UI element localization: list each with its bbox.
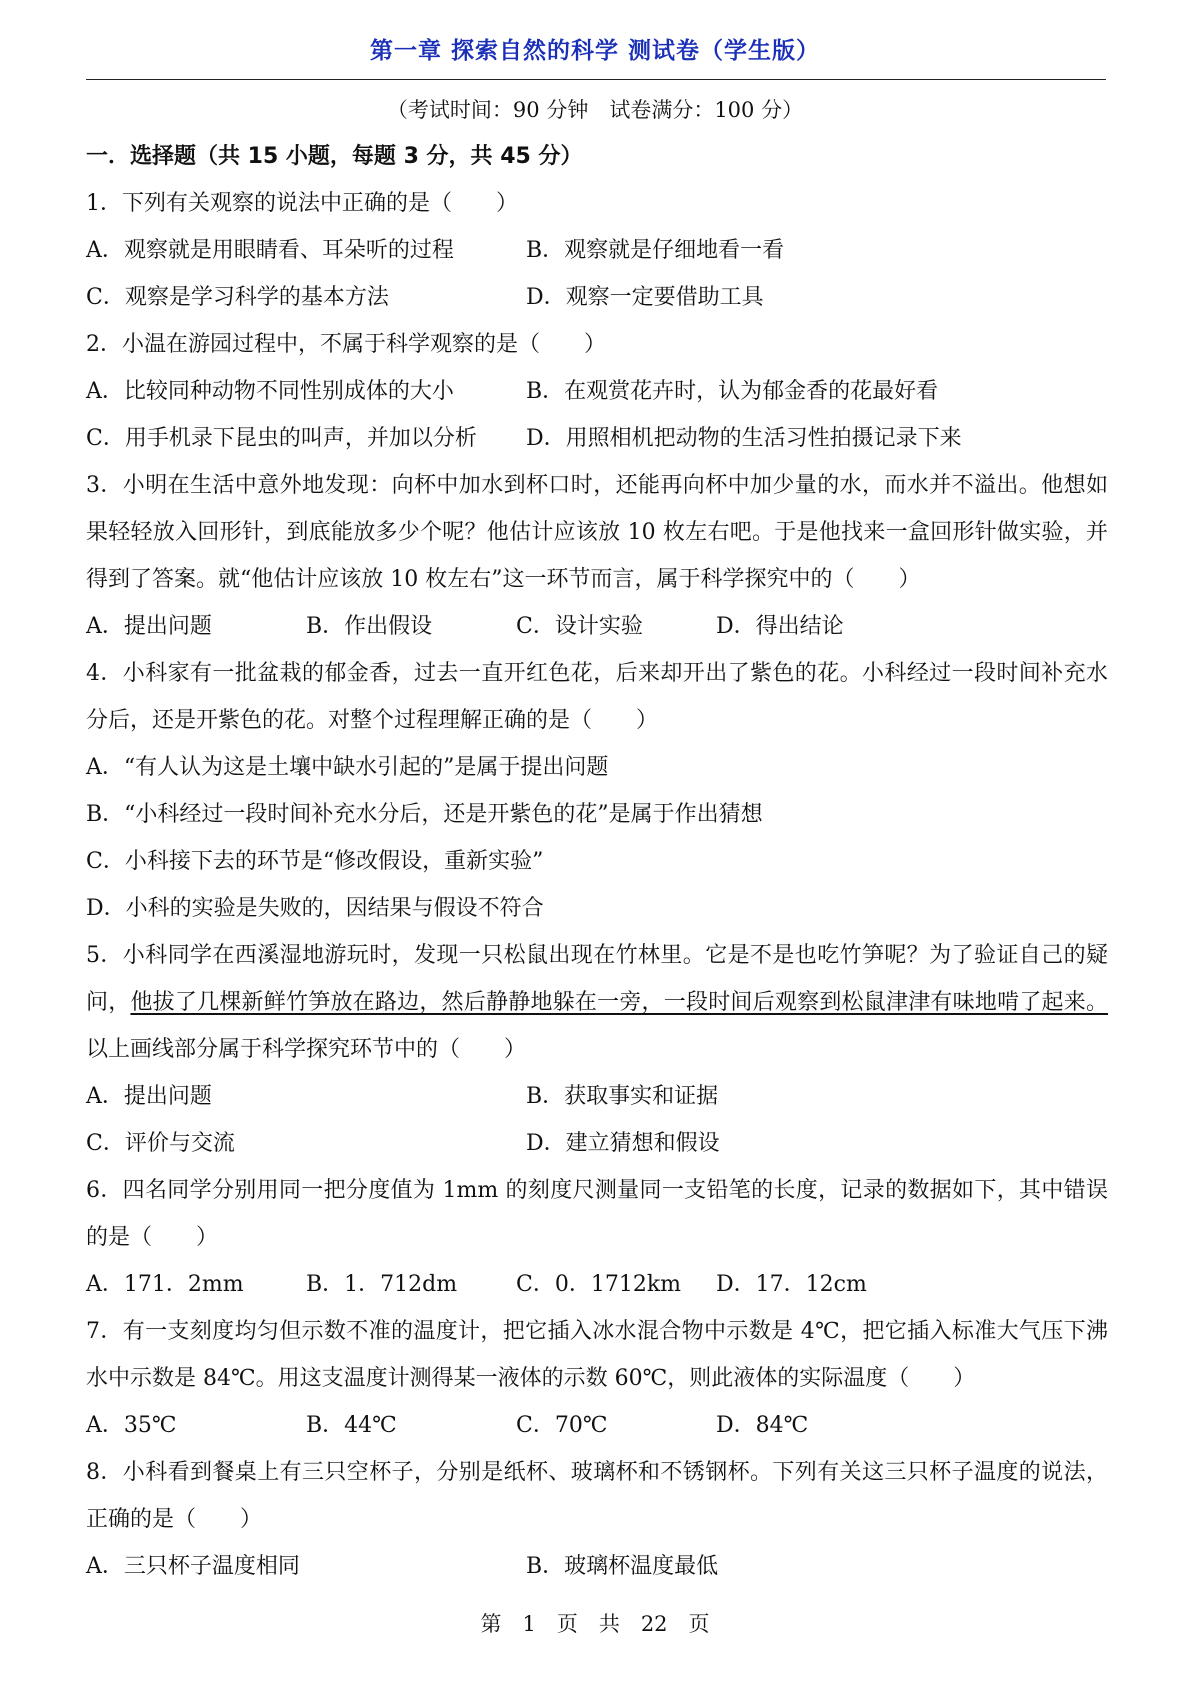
question-content — [86, 133, 1108, 1590]
question-1-stem: 1．下列有关观察的说法中正确的是（ ） — [86, 191, 518, 216]
question-7-option-b[interactable]: B．44℃ — [306, 1413, 397, 1438]
question-5-option-c[interactable]: C．评价与交流 — [86, 1131, 235, 1156]
question-3-stem: 3．小明在生活中意外地发现：向杯中加水到杯口时，还能再向杯中加少量的水，而水并不溢出。他想如果轻轻放入回形针，到底能放多少个呢？他估计应该放 10 枚左右吧。于是他找来一盒回形针做实验，并得到了答案。就“他估计应该放 10 枚左右”这一环节而言，属于科学探究中的（ ） — [86, 473, 1108, 592]
question-3-option-b[interactable]: B．作出假设 — [306, 614, 433, 639]
question-7-stem: 7．有一支刻度均匀但示数不准的温度计，把它插入冰水混合物中示数是 4℃，把它插入标准大气压下沸水中示数是 84℃。用这支温度计测得某一液体的示数 60℃，则此液体的实际温度（ ） — [86, 1319, 1108, 1391]
question-6-option-c[interactable]: C．0．1712km — [516, 1272, 682, 1297]
question-5-option-b[interactable]: B．获取事实和证据 — [526, 1084, 719, 1109]
question-4-option-a[interactable]: A．“有人认为这是土壤中缺水引起的”是属于提出问题 — [86, 755, 609, 780]
question-8-option-b[interactable]: B．玻璃杯温度最低 — [526, 1554, 719, 1579]
question-5-options — [86, 1073, 1108, 1120]
question-3-option-d[interactable]: D．得出结论 — [716, 614, 844, 639]
question-6-options — [86, 1261, 1108, 1308]
question-4-option-d[interactable]: D．小科的实验是失败的，因结果与假设不符合 — [86, 896, 544, 921]
question-2-option-b[interactable]: B．在观赏花卉时，认为郁金香的花最好看 — [526, 379, 939, 404]
question-8-options — [86, 1543, 1108, 1590]
page-number: 第 1 页 共 22 页 — [480, 1612, 710, 1636]
question-7-options — [86, 1402, 1108, 1449]
question-6-option-b[interactable]: B．1．712dm — [306, 1272, 458, 1297]
question-4-option-c[interactable]: C．小科接下去的环节是“修改假设，重新实验” — [86, 849, 544, 874]
question-6-option-d[interactable]: D．17．12cm — [716, 1272, 867, 1297]
question-1-option-c[interactable]: C．观察是学习科学的基本方法 — [86, 285, 389, 310]
section-heading: 一．选择题（共 15 小题，每题 3 分，共 45 分） — [86, 144, 583, 169]
question-5-options-row2 — [86, 1120, 1108, 1167]
question-2-option-c[interactable]: C．用手机录下昆虫的叫声，并加以分析 — [86, 426, 477, 451]
question-3-option-c[interactable]: C．设计实验 — [516, 614, 643, 639]
question-1-option-a[interactable]: A．观察就是用眼睛看、耳朵听的过程 — [86, 238, 454, 263]
question-5-stem — [86, 932, 1108, 1073]
question-2-stem: 2．小温在游园过程中，不属于科学观察的是（ ） — [86, 332, 606, 357]
question-7-option-a[interactable]: A．35℃ — [86, 1413, 177, 1438]
question-2-option-a[interactable]: A．比较同种动物不同性别成体的大小 — [86, 379, 454, 404]
question-6-option-a[interactable]: A．171．2mm — [86, 1272, 244, 1297]
question-5-stem-prompt: 以上画线部分属于科学探究环节中的（ ） — [86, 1037, 527, 1062]
question-6-stem: 6．四名同学分别用同一把分度值为 1mm 的刻度尺测量同一支铅笔的长度，记录的数据如下，其中错误的是（ ） — [86, 1178, 1108, 1250]
question-5-underlined-passage: 他拔了几棵新鲜竹笋放在路边，然后静静地躲在一旁，一段时间后观察到松鼠津津有味地啃了起来。 — [130, 990, 1108, 1015]
page-title: 第一章 探索自然的科学 测试卷（学生版） — [369, 38, 820, 64]
question-3-option-a[interactable]: A．提出问题 — [86, 614, 212, 639]
title-divider — [86, 79, 1106, 80]
question-7-option-d[interactable]: D．84℃ — [716, 1413, 809, 1438]
question-5-stem-intro: 5．小科同学在西溪湿地游玩时，发现一只松鼠出现在竹林里。它是不是也吃竹笋呢？为了验证自己的疑问， — [86, 943, 1108, 1015]
question-5-option-d[interactable]: D．建立猜想和假设 — [526, 1131, 720, 1156]
question-5-option-a[interactable]: A．提出问题 — [86, 1084, 212, 1109]
question-2-options-row2 — [86, 415, 1108, 462]
question-7-option-c[interactable]: C．70℃ — [516, 1413, 608, 1438]
question-2-options — [86, 368, 1108, 415]
question-4-stem: 4．小科家有一批盆栽的郁金香，过去一直开红色花，后来却开出了紫色的花。小科经过一段时间补充水分后，还是开紫色的花。对整个过程理解正确的是（ ） — [86, 661, 1108, 733]
exam-info: （考试时间：90 分钟 试卷满分：100 分） — [386, 98, 804, 122]
question-8-stem: 8．小科看到餐桌上有三只空杯子，分别是纸杯、玻璃杯和不锈钢杯。下列有关这三只杯子温度的说法，正确的是（ ） — [86, 1460, 1108, 1532]
question-4-option-b[interactable]: B．“小科经过一段时间补充水分后，还是开紫色的花”是属于作出猜想 — [86, 802, 763, 827]
question-1-options — [86, 227, 1108, 274]
question-1-option-b[interactable]: B．观察就是仔细地看一看 — [526, 238, 785, 263]
question-1-options-row2 — [86, 274, 1108, 321]
question-2-option-d[interactable]: D．用照相机把动物的生活习性拍摄记录下来 — [526, 426, 962, 451]
question-8-option-a[interactable]: A．三只杯子温度相同 — [86, 1554, 300, 1579]
question-1-option-d[interactable]: D．观察一定要借助工具 — [526, 285, 764, 310]
question-3-options — [86, 603, 1108, 650]
